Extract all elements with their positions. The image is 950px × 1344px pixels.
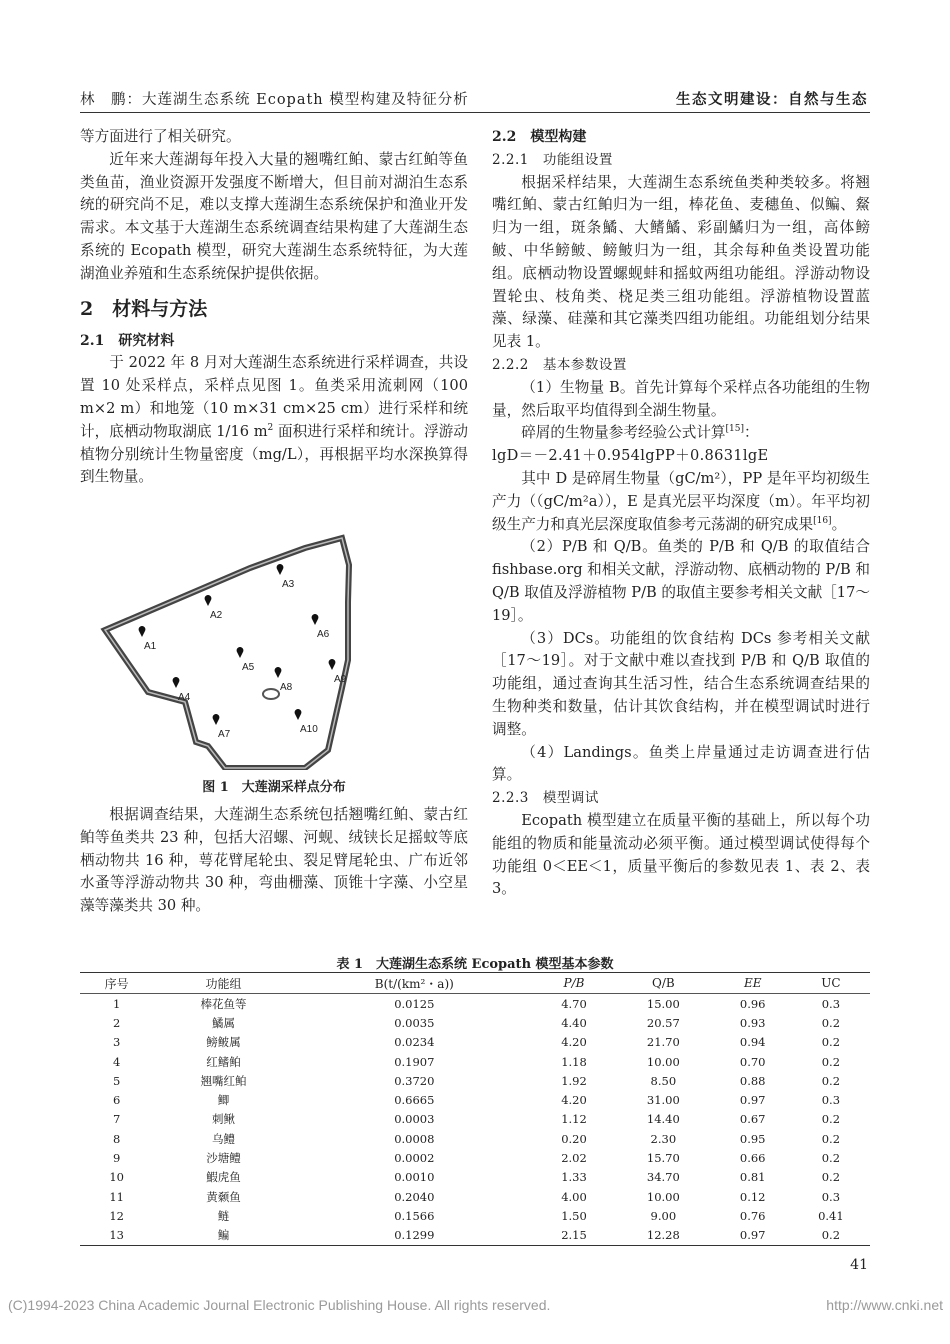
table-cell: 2.02 bbox=[561, 1151, 587, 1166]
paragraph: （2）P/B 和 Q/B。鱼类的 P/B 和 Q/B 的取值结合 fishbase.org 和相关文献，浮游动物、底栖动物的 P/B 和 Q/B 取值及浮游植物 P/B 的取值主要参考相关文献［17～19］。 bbox=[492, 538, 871, 624]
table-cell: 红鳍鲌 bbox=[206, 1054, 241, 1069]
table-cell: 0.6665 bbox=[394, 1093, 435, 1108]
table-cell: 0.2 bbox=[821, 1054, 841, 1069]
table-cell: 0.97 bbox=[714, 1226, 792, 1246]
table-cell: 2.30 bbox=[650, 1131, 677, 1146]
subsection-heading: 2.2 模型构建 bbox=[492, 129, 587, 145]
subsection-heading: 2.1 研究材料 bbox=[80, 332, 175, 349]
table-cell: 31.00 bbox=[646, 1093, 680, 1108]
island bbox=[263, 689, 279, 699]
table-cell: 0.96 bbox=[739, 996, 766, 1011]
column-header: UC bbox=[792, 973, 870, 994]
table-cell: 12 bbox=[109, 1208, 124, 1223]
table-cell: 0.2 bbox=[792, 1226, 870, 1246]
table-row bbox=[80, 1187, 870, 1206]
column-header: EE bbox=[714, 973, 792, 994]
table-cell: 沙塘鳢 bbox=[206, 1151, 241, 1166]
column-header: B(t/(km²・a)) bbox=[294, 973, 535, 994]
table-cell: 鱊属 bbox=[212, 1015, 235, 1030]
sampling-point-label: A10 bbox=[300, 724, 318, 735]
table-cell: 8.50 bbox=[650, 1073, 677, 1088]
table-cell: 0.66 bbox=[739, 1151, 766, 1166]
column-header: 序号 bbox=[80, 973, 153, 994]
paragraph: Ecopath 模型建立在质量平衡的基础上，所以每个功能组的物质和能量流动必须平衡。通过模型调试使得每个功能组 0＜EE＜1，质量平衡后的参数见表 1、表 2、表 3。 bbox=[492, 811, 870, 898]
table-cell: 4 bbox=[112, 1054, 121, 1069]
sampling-point-label: A9 bbox=[334, 674, 347, 685]
table-row bbox=[80, 994, 870, 1014]
table-cell: 0.3 bbox=[821, 1093, 841, 1108]
table-cell: 鳊 bbox=[153, 1226, 293, 1246]
table-cell: 4.40 bbox=[561, 1015, 587, 1030]
table-cell: 1.92 bbox=[561, 1073, 587, 1088]
table-row bbox=[80, 1052, 870, 1071]
table-header-row bbox=[80, 973, 870, 994]
table-cell: 0.95 bbox=[739, 1131, 766, 1146]
table-cell: 棒花鱼等 bbox=[200, 996, 247, 1011]
figure-caption: 图 1 大莲湖采样点分布 bbox=[202, 780, 346, 795]
sampling-point-label: A6 bbox=[317, 629, 330, 640]
table-cell: 0.12 bbox=[739, 1189, 766, 1204]
table-cell: 0.1299 bbox=[294, 1226, 535, 1246]
table-row bbox=[80, 1071, 870, 1090]
table-row bbox=[80, 1090, 870, 1109]
table-cell: 1.50 bbox=[561, 1208, 587, 1223]
table-cell: 10.00 bbox=[646, 1189, 680, 1204]
paragraph: 其中 D 是碎屑生物量（gC/m²），PP 是年平均初级生产力（（gC/m²a）），E 是真光层平均深度（m）。年平均初级生产力和真光层深度取值参考元荡湖的研究成果[16]。 bbox=[492, 469, 870, 533]
table-caption: 表 1 大莲湖生态系统 Ecopath 模型基本参数 bbox=[336, 957, 614, 972]
table-cell: 20.57 bbox=[646, 1015, 680, 1030]
paragraph: 根据调查结果，大莲湖生态系统包括翘嘴红鲌、蒙古红鲌等鱼类共 23 种，包括大沼螺、河蚬、绒铗长足摇蚊等底栖动物共 16 种，萼花臂尾轮虫、裂足臂尾轮虫、广布近邻水蚤等浮游动物共 30 种，弯曲栅藻、顶锥十字藻、小空星藻等藻类共 30 种。 bbox=[80, 806, 468, 915]
paragraph: 根据采样结果，大莲湖生态系统鱼类种类较多。将翘嘴红鲌、蒙古红鲌归为一组，棒花鱼、麦穗鱼、似鳊、䱗归为一组，斑条鱊、大鳍鱊、彩副鱊归为一组，高体鳑鲏、中华鳑鲏、鳑鲏归为一组，其余每种鱼类设置功能组。底栖动物设置螺蚬蚌和摇蚊两组功能组。浮游动物设置轮虫、枝角类、桡足类三组功能组。浮游植物设置蓝藻、绿藻、硅藻和其它藻类四组功能组。功能组划分结果见表 1。 bbox=[492, 173, 870, 351]
table-cell: 黄颡鱼 bbox=[206, 1189, 241, 1204]
table-cell: 2.15 bbox=[535, 1226, 613, 1246]
table-cell: 0.2 bbox=[821, 1131, 841, 1146]
table-cell: 0.2 bbox=[821, 1170, 841, 1185]
table-cell: 刺鳅 bbox=[212, 1112, 235, 1127]
copyright-text: (C)1994-2023 China Academic Journal Electronic Publishing House. All rights reserved. bbox=[8, 1297, 551, 1313]
table-cell: 0.0035 bbox=[394, 1015, 435, 1030]
section-heading: 2 材料与方法 bbox=[80, 297, 208, 320]
table-cell: 鳑鲏属 bbox=[206, 1035, 241, 1050]
table-cell: 4.20 bbox=[561, 1093, 587, 1108]
table-cell: 0.41 bbox=[818, 1208, 844, 1223]
table-cell: 鰕虎鱼 bbox=[206, 1170, 241, 1185]
table-cell: 21.70 bbox=[646, 1035, 680, 1050]
table-cell: 6 bbox=[112, 1093, 121, 1108]
right-column bbox=[492, 126, 870, 901]
subsubsection-heading: 2.2.2 基本参数设置 bbox=[492, 356, 627, 373]
table-row bbox=[80, 1148, 870, 1167]
table-cell: 4.00 bbox=[561, 1189, 587, 1204]
table-row bbox=[80, 1033, 870, 1052]
table-cell: 13 bbox=[80, 1226, 153, 1246]
table-cell: 鲫 bbox=[217, 1093, 230, 1108]
paragraph: 碎屑的生物量参考经验公式计算[15]： bbox=[521, 424, 759, 442]
table-cell: 14.40 bbox=[646, 1112, 680, 1127]
equation: lgD＝－2.41＋0.954lgPP＋0.8631lgE bbox=[492, 447, 769, 465]
parameter-table bbox=[80, 972, 870, 1246]
table-cell: 0.2 bbox=[821, 1073, 841, 1088]
sampling-point-label: A2 bbox=[210, 610, 223, 621]
table-cell: 12.28 bbox=[613, 1226, 714, 1246]
table-cell: 8 bbox=[112, 1131, 121, 1146]
table-cell: 0.94 bbox=[739, 1035, 766, 1050]
table-cell: 0.88 bbox=[739, 1073, 766, 1088]
table-cell: 0.2 bbox=[821, 1035, 841, 1050]
sampling-point-label: A1 bbox=[144, 641, 157, 652]
table-row bbox=[80, 1129, 870, 1148]
table-cell: 1.12 bbox=[561, 1112, 587, 1127]
table-cell: 5 bbox=[112, 1073, 121, 1088]
table-cell: 34.70 bbox=[646, 1170, 680, 1185]
sampling-point-label: A3 bbox=[282, 579, 295, 590]
paragraph: 于 2022 年 8 月对大莲湖生态系统进行采样调查，共设置 10 处采样点，采样点见图 1。鱼类采用流刺网（100 m×2 m）和地笼（10 m×31 cm×25 cm）进行采样和统计，底栖动物取湖底 1/16 $m^2$ 面积进行采样和统计。浮游动植物分别统计生物量密度（mg/L），再根据平均水深换算得到生物量。 bbox=[80, 354, 469, 486]
table-cell: 11 bbox=[109, 1189, 124, 1204]
paragraph: （1）生物量 B。首先计算每个采样点各功能组的生物量，然后取平均值得到全湖生物量。 bbox=[492, 378, 870, 419]
table-cell: 3 bbox=[112, 1035, 121, 1050]
table-cell: 4.70 bbox=[561, 996, 587, 1011]
table-cell: 乌鳢 bbox=[212, 1131, 235, 1146]
table-cell: 0.2 bbox=[821, 1151, 841, 1166]
column-header: P/B bbox=[535, 973, 613, 994]
sampling-point-label: A5 bbox=[242, 662, 255, 673]
table-row bbox=[80, 1168, 870, 1187]
table-cell: 0.20 bbox=[561, 1131, 587, 1146]
paragraph: （4）Landings。鱼类上岸量通过走访调查进行估算。 bbox=[492, 743, 870, 784]
table-cell: 0.3 bbox=[821, 996, 841, 1011]
cnki-link[interactable]: http://www.cnki.net bbox=[826, 1297, 943, 1313]
left-column-lower bbox=[80, 804, 468, 918]
copyright-footer bbox=[8, 1297, 943, 1313]
table-cell: 15.70 bbox=[646, 1151, 680, 1166]
table-cell: 9 bbox=[112, 1151, 121, 1166]
sampling-point-label: A7 bbox=[218, 729, 231, 740]
sampling-map-figure bbox=[100, 530, 445, 770]
table-cell: 0.2 bbox=[821, 1015, 841, 1030]
column-header: Q/B bbox=[613, 973, 714, 994]
sampling-point-label: A4 bbox=[178, 692, 191, 703]
table-cell: 0.3720 bbox=[394, 1073, 435, 1088]
table-cell: 9.00 bbox=[650, 1208, 677, 1223]
table-row bbox=[80, 1206, 870, 1225]
table-cell: 0.2 bbox=[821, 1112, 841, 1127]
table-cell: 0.1907 bbox=[394, 1054, 435, 1069]
sampling-point-label: A8 bbox=[280, 682, 293, 693]
table-cell: 0.0002 bbox=[394, 1151, 435, 1166]
running-header-left: 林 鹏：大莲湖生态系统 Ecopath 模型构建及特征分析 bbox=[80, 92, 469, 108]
table-cell: 1 bbox=[112, 996, 121, 1011]
table-cell: 0.0010 bbox=[394, 1170, 435, 1185]
table-cell: 0.70 bbox=[739, 1054, 766, 1069]
table-cell: 10 bbox=[109, 1170, 124, 1185]
table-row bbox=[80, 1110, 870, 1129]
paragraph: 等方面进行了相关研究。 bbox=[80, 128, 241, 145]
table-cell: 0.97 bbox=[739, 1093, 766, 1108]
table-cell: 0.93 bbox=[739, 1015, 766, 1030]
page-number: 41 bbox=[850, 1257, 868, 1273]
header-rule bbox=[80, 112, 870, 113]
table-cell: 0.1566 bbox=[394, 1208, 435, 1223]
table-cell: 0.0003 bbox=[394, 1112, 435, 1127]
paragraph: （3）DCs。功能组的饮食结构 DCs 参考相关文献［17～19］。对于文献中难以查找到 P/B 和 Q/B 取值的功能组，通过查询其生活习性，结合生态系统调查结果的生物种类和数量，估计其饮食结构，并在模型调试时进行调整。 bbox=[492, 629, 870, 738]
table-cell: 0.81 bbox=[739, 1170, 766, 1185]
left-column bbox=[80, 126, 468, 489]
paragraph: 近年来大莲湖每年投入大量的翘嘴红鲌、蒙古红鲌等鱼类鱼苗，渔业资源开发强度不断增大，但目前对湖泊生态系统的研究尚不足，难以支撑大莲湖生态系统保护和渔业开发需求。本文基于大莲湖生态系统调查结果构建了大莲湖生态系统的 Ecopath 模型，研究大莲湖生态系统特征，为大莲湖渔业养殖和生态系统保护提供依据。 bbox=[80, 150, 468, 282]
table-cell: 0.0008 bbox=[394, 1131, 435, 1146]
table-cell: 1.33 bbox=[561, 1170, 587, 1185]
table-cell: 15.00 bbox=[646, 996, 680, 1011]
table-cell: 0.3 bbox=[821, 1189, 841, 1204]
table-cell: 0.76 bbox=[739, 1208, 766, 1223]
table-cell: 1.18 bbox=[561, 1054, 587, 1069]
table-cell: 0.0234 bbox=[394, 1035, 435, 1050]
table-cell: 0.67 bbox=[739, 1112, 766, 1127]
column-header: 功能组 bbox=[153, 973, 293, 994]
table-cell: 翘嘴红鲌 bbox=[200, 1073, 247, 1088]
table-cell: 鲢 bbox=[217, 1208, 230, 1223]
table-cell: 7 bbox=[112, 1112, 121, 1127]
subsubsection-heading: 2.2.1 功能组设置 bbox=[492, 151, 613, 168]
subsubsection-heading: 2.2.3 模型调试 bbox=[492, 790, 599, 807]
table-row bbox=[80, 1226, 870, 1246]
table-cell: 4.20 bbox=[561, 1035, 587, 1050]
table-row bbox=[80, 1013, 870, 1032]
table-cell: 0.0125 bbox=[394, 996, 435, 1011]
table-cell: 10.00 bbox=[646, 1054, 680, 1069]
table-cell: 2 bbox=[112, 1015, 121, 1030]
table-cell: 0.2040 bbox=[394, 1189, 435, 1204]
running-header-right: 生态文明建设：自然与生态 bbox=[676, 91, 868, 108]
